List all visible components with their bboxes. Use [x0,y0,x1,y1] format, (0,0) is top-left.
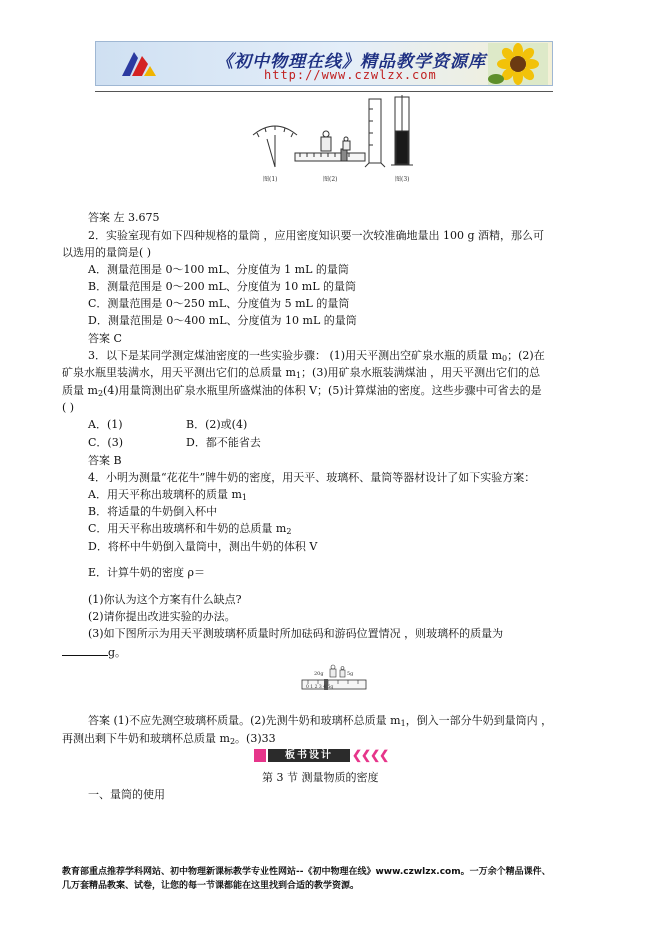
balance-weights-figure [300,664,368,694]
section-title: 第 3 节 测量物质的密度 [262,771,379,784]
q3-option-a: A．(1) [88,418,123,431]
answer-1: 答案 左 3.675 [88,211,160,224]
footer-line1: 教育部重点推荐学科网站、初中物理新课标教学专业性网站--《初中物理在线》www.czwlzx.com。一万余个精品课件、 [62,867,551,877]
q4-step-a: A．用天平称出玻璃杯的质量 $m_1$ [88,488,247,502]
weight-label-20g: 20g [314,671,324,677]
q3-option-b: B．(2)或(4) [186,418,248,431]
fig3-label: 图(3) [395,176,410,183]
scale-label: 0 1 2 3 4 5g [306,685,334,690]
q2-option-a: A．测量范围是 0～100 mL、分度值为 1 mL 的量筒 [88,263,349,276]
site-url[interactable]: http://www.czwlzx.com [264,68,437,82]
q4-blank: g。 [62,645,126,660]
header-banner [95,41,553,86]
answer-4-line2: 再测出剩下牛奶和玻璃杯总质量 $m_2$。(3)33 [62,732,276,746]
section-item-1: 一、量筒的使用 [88,788,165,801]
experiment-figure [245,95,435,187]
q2-option-d: D．测量范围是 0～400 mL、分度值为 10 mL 的量筒 [88,314,357,327]
board-design-label: 板书设计 [268,749,350,762]
sunflower-icon [488,43,548,85]
q2-line2: 以选用的量筒是( ) [62,246,152,259]
q2-line1: 2．实验室现有如下四种规格的量筒 ，应用密度知识要一次较准确地量出 100 g 酒精，那么可 [88,229,545,242]
q2-option-c: C．测量范围是 0～250 mL、分度值为 5 mL 的量筒 [88,297,350,310]
q3-line3: 质量 $m_2(4)$用量筒测出矿泉水瓶里所盛煤油的体积 V；(5)计算煤油的密度。这些步骤中可省去的是 [62,384,542,398]
answer-4-line1: 答案 (1)不应先测空玻璃杯质量。(2)先测牛奶和玻璃杯总质量 $m_1$，倒入一部分牛奶到量筒内 ， [88,714,553,728]
q4-line1: 4．小明为测量“花花牛”牌牛奶的密度，用天平、玻璃杯、量筒等器材设计了如下实验方案： [88,471,536,484]
logo-icon [118,48,158,80]
q4-sub3: (3)如下图所示为用天平测玻璃杯质量时所加砝码和游码位置情况 ，则玻璃杯的质量为 [88,627,504,640]
q3-line4: ( ) [62,401,75,414]
weight-label-5g: 5g [347,671,354,677]
fig2-label: 图(2) [323,176,338,183]
board-design-left-mark [254,749,266,762]
site-title: 《初中物理在线》精品教学资源库 [216,52,486,72]
header-rule [95,91,553,92]
q3-option-c: C．(3) [88,436,123,449]
q4-step-e: E．计算牛奶的密度 ρ＝ [88,566,205,579]
q2-option-b: B．测量范围是 0～200 mL、分度值为 10 mL 的量筒 [88,280,357,293]
balance-pointer-drawing [253,126,297,167]
q4-step-b: B．将适量的牛奶倒入杯中 [88,505,218,518]
graduated-cylinder-drawing [365,95,413,167]
beam-scale-drawing [295,131,365,161]
q3-option-d: D．都不能省去 [186,436,261,449]
footer-line2: 几万套精品教案、试卷，让您的每一节课都能在这里找到合适的教学资源。 [62,881,360,891]
q4-sub1: (1)你认为这个方案有什么缺点? [88,593,242,606]
q4-step-d: D．将杯中牛奶倒入量筒中，测出牛奶的体积 V [88,540,318,553]
q3-line2: 矿泉水瓶里装满水，用天平测出它们的总质量 $m_1$；(3)用矿泉水瓶装满煤油 ，用天平测出它们的总 [62,366,541,380]
q4-sub2: (2)请你提出改进实验的办法。 [88,610,236,623]
q4-step-c: C．用天平称出玻璃杯和牛奶的总质量 $m_2$ [88,522,292,536]
chevron-left-icon: ❮❮❮❮ [352,748,389,762]
q3-line1: 3．以下是某同学测定煤油密度的一些实验步骤： (1)用天平测出空矿泉水瓶的质量 $m_0$；(2)在 [88,349,545,363]
fig1-label: 图(1) [263,176,278,183]
answer-3: 答案 B [88,454,122,467]
answer-2: 答案 C [88,332,122,345]
